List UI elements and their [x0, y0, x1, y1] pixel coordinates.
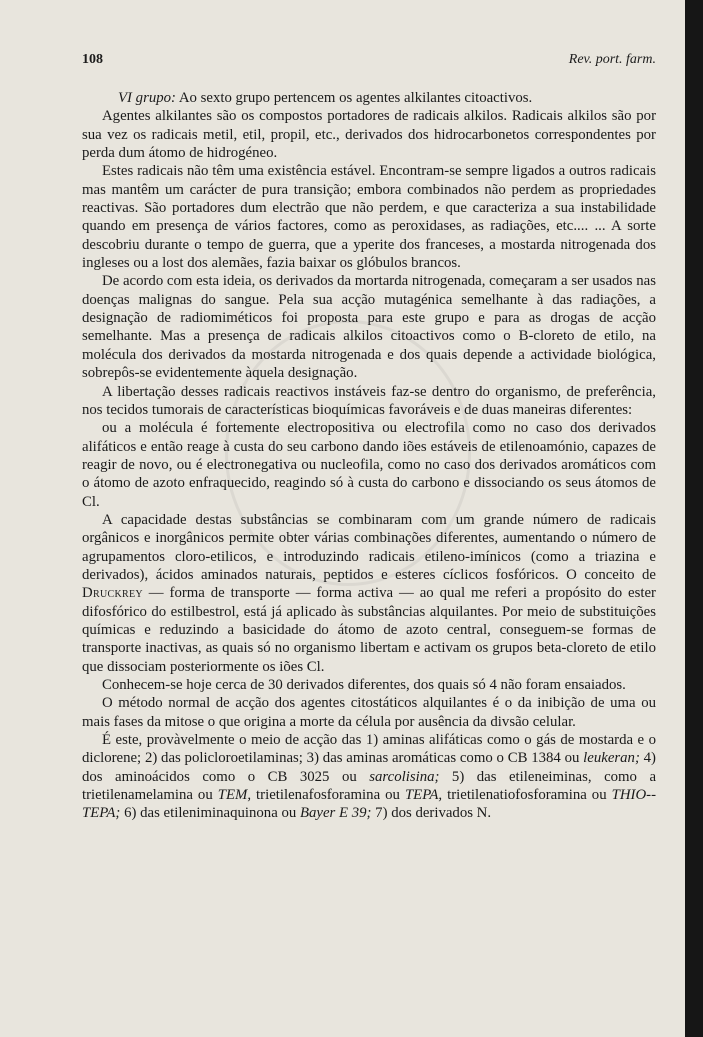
running-head-journal: Rev. port. farm. [568, 52, 656, 67]
article-body [82, 89, 656, 823]
paragraph: VI grupo: Ao sexto grupo pertencem os agentes alkilantes citoactivos. [118, 90, 533, 106]
paragraph: A libertação desses radicais reactivos instáveis faz-se dentro do organismo, de preferência, nos tecidos tumorais de características bioquímicas favoráveis e de duas maneiras diferentes: [82, 383, 656, 418]
paragraph: É este, provàvelmente o meio de acção das 1) aminas alifáticas como o gás de mostarda e o diclorene; 2) das policloroetilaminas; 3) das aminas aromáticas como o CB 1384 ou leukeran; 4) dos aminoácidos como o CB 3025 ou sarcolisina; 5) das etileneiminas, como a trietilenamelamina ou TEM, trietilenafosforamina ou TEPA, trietilenatiofosforamina ou THIO--TEPA; 6) das etileniminaquinona ou Bayer E 39; 7) dos derivados N. [82, 732, 657, 822]
scan-page-edge [685, 0, 703, 1037]
paragraph: A capacidade destas substâncias se combinaram com um grande número de radicais orgânicos e inorgânicos permite obter várias combinações diferentes, aumentando o número de agrupamentos cloro-etilicos, e introduzindo radicais etileno-imínicos (como a triazina e derivados), ácidos aminados naturais, peptidos e esteres cíclicos fosfóricos. O conceito de Druckrey — forma de transporte — forma activa — ao qual me referi a propósito do ester difosfórico do estilbestrol, está já aplicado às substâncias alquilantes. Por meio de substituições químicas e reduzindo a basicidade do átomo de azoto central, conseguem-se formas de transporte inactivas, as quais só no organismo libertam e activam os grupos beta-cloreto de etilo que dissociam posteriormente os iões Cl. [82, 511, 656, 675]
paragraph: Conhecem-se hoje cerca de 30 derivados diferentes, dos quais só 4 não foram ensaiados. [102, 677, 626, 693]
paragraph: De acordo com esta ideia, os derivados da mortarda nitrogenada, começaram a ser usados nas doenças malignas do sangue. Pela sua acção mutagénica semelhante à das radiações, a designação de radiomiméticos foi proposta para este grupo e para as drogas de acção semelhante. Mas a presença de radicais alkilos citoactivos como o B-cloreto de etilo, na molécula dos derivados da mostarda nitrogenada e dos quais depende a actividade biológica, sobrepôs-se evidentemente àquela designação. [82, 273, 656, 382]
page-header [82, 52, 656, 72]
paragraph: ou a molécula é fortemente electropositiva ou electrofila como no caso dos derivados alifáticos e então reage à custa do seu carbono dando iões estáveis de etilenoamónio, capazes de reagir de novo, ou é electronegativa ou nucleofila, como no caso dos derivados aromáticos com o átomo de azoto enfraquecido, reagindo só à custa do carbono e dissociando os seus átomos de Cl. [82, 420, 656, 510]
paragraph: Agentes alkilantes são os compostos portadores de radicais alkilos. Radicais alkilos são por sua vez os radicais metil, etil, propil, etc., derivados dos hidrocarbonetos correspondentes por perda dum átomo de hidrogéneo. [82, 108, 656, 162]
paragraph: Estes radicais não têm uma existência estável. Encontram-se sempre ligados a outros radicais mas mantêm um carácter de pura transição; embora combinados não perdem as propriedades reactivas. São portadores dum electrão que não perdem, e que caracteriza a sua instabilidade quando em presença de vários factores, como as peroxidases, as radiações, etc.... ... A sorte descobriu durante o tempo de guerra, que a yperite dos franceses, a mostarda nitrogenada dos ingleses ou a lost dos alemães, fazia baixar os glóbulos brancos. [82, 163, 656, 272]
paragraph: O método normal de acção dos agentes citostáticos alquilantes é o da inibição de uma ou mais fases da mitose o que origina a morte da célula por ausência da divsão celular. [82, 695, 656, 730]
page-number: 108 [82, 52, 103, 67]
